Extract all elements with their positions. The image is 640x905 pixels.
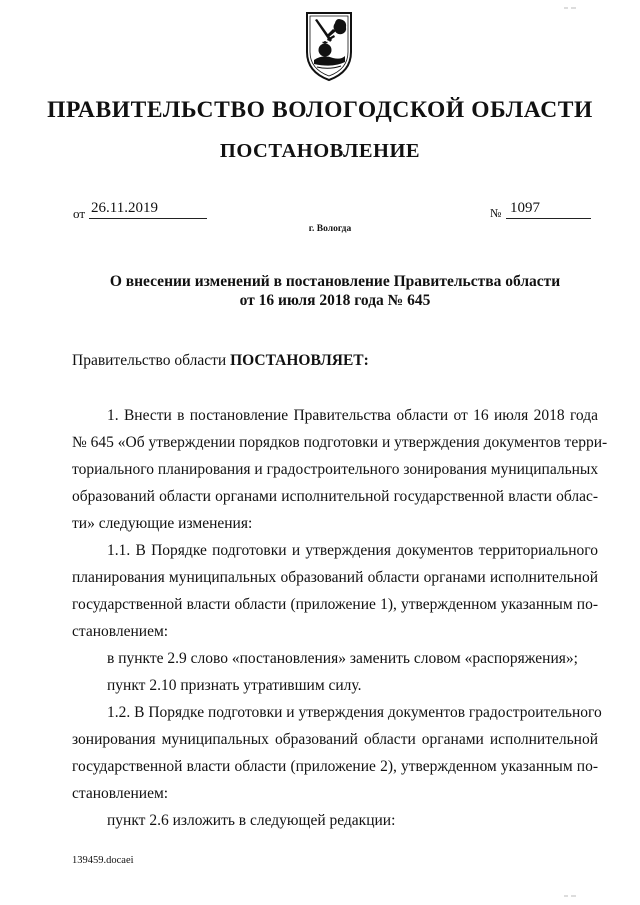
number-prefix: №	[490, 206, 502, 220]
body-line: 1. Внести в постановление Правительства области от 16 июля 2018 года	[107, 407, 598, 424]
vologda-coat-of-arms-icon	[303, 10, 355, 82]
preamble-verb: ПОСТАНОВЛЯЕТ:	[230, 352, 369, 369]
body-line: становлением:	[72, 785, 169, 802]
body-line: пункт 2.10 признать утратившим силу.	[107, 677, 362, 694]
subject-line-2: от 16 июля 2018 года № 645	[239, 292, 431, 309]
body-line: образований области органами исполнительной государственной власти облас-	[72, 488, 598, 505]
date-prefix: от	[73, 206, 86, 221]
preamble-lead: Правительство области	[72, 352, 231, 369]
document-number: 1097	[506, 200, 591, 219]
footer-file-code: 139459.docaei	[72, 855, 134, 866]
document-date: 26.11.2019	[89, 200, 207, 219]
government-title: ПРАВИТЕЛЬСТВО ВОЛОГОДСКОЙ ОБЛАСТИ	[47, 97, 593, 123]
preamble	[72, 352, 369, 370]
body-line: № 645 «Об утверждении порядков подготовки и утверждения документов терри-	[72, 434, 608, 451]
body-line: 1.2. В Порядке подготовки и утверждения документов градостроительного	[107, 704, 602, 721]
body-line: государственной власти области (приложение 2), утвержденном указанным по-	[72, 758, 598, 775]
body-line: ториального планирования и градостроительного зонирования муниципальных	[72, 461, 599, 478]
subject-line-1: О внесении изменений в постановление Правительства области	[109, 273, 561, 290]
body-line: становлением:	[72, 623, 169, 640]
document-type: ПОСТАНОВЛЕНИЕ	[219, 140, 421, 162]
body-line: 1.1. В Порядке подготовки и утверждения документов территориального	[107, 542, 598, 559]
body-line: ти» следующие изменения:	[72, 515, 253, 532]
body-line: планирования муниципальных образований области органами исполнительной	[72, 569, 598, 586]
body-line: пункт 2.6 изложить в следующей редакции:	[107, 812, 396, 829]
body-line: государственной власти области (приложение 1), утвержденном указанным по-	[72, 596, 598, 613]
document-city: г. Вологда	[308, 224, 352, 234]
body-line: в пункте 2.9 слово «постановления» заменить словом «распоряжения»;	[107, 650, 578, 667]
scan-mark-icon	[563, 893, 577, 899]
scan-mark-icon	[563, 5, 577, 11]
body-line: зонирования муниципальных образований области органами исполнительной	[72, 731, 598, 748]
document-subject	[0, 272, 640, 310]
